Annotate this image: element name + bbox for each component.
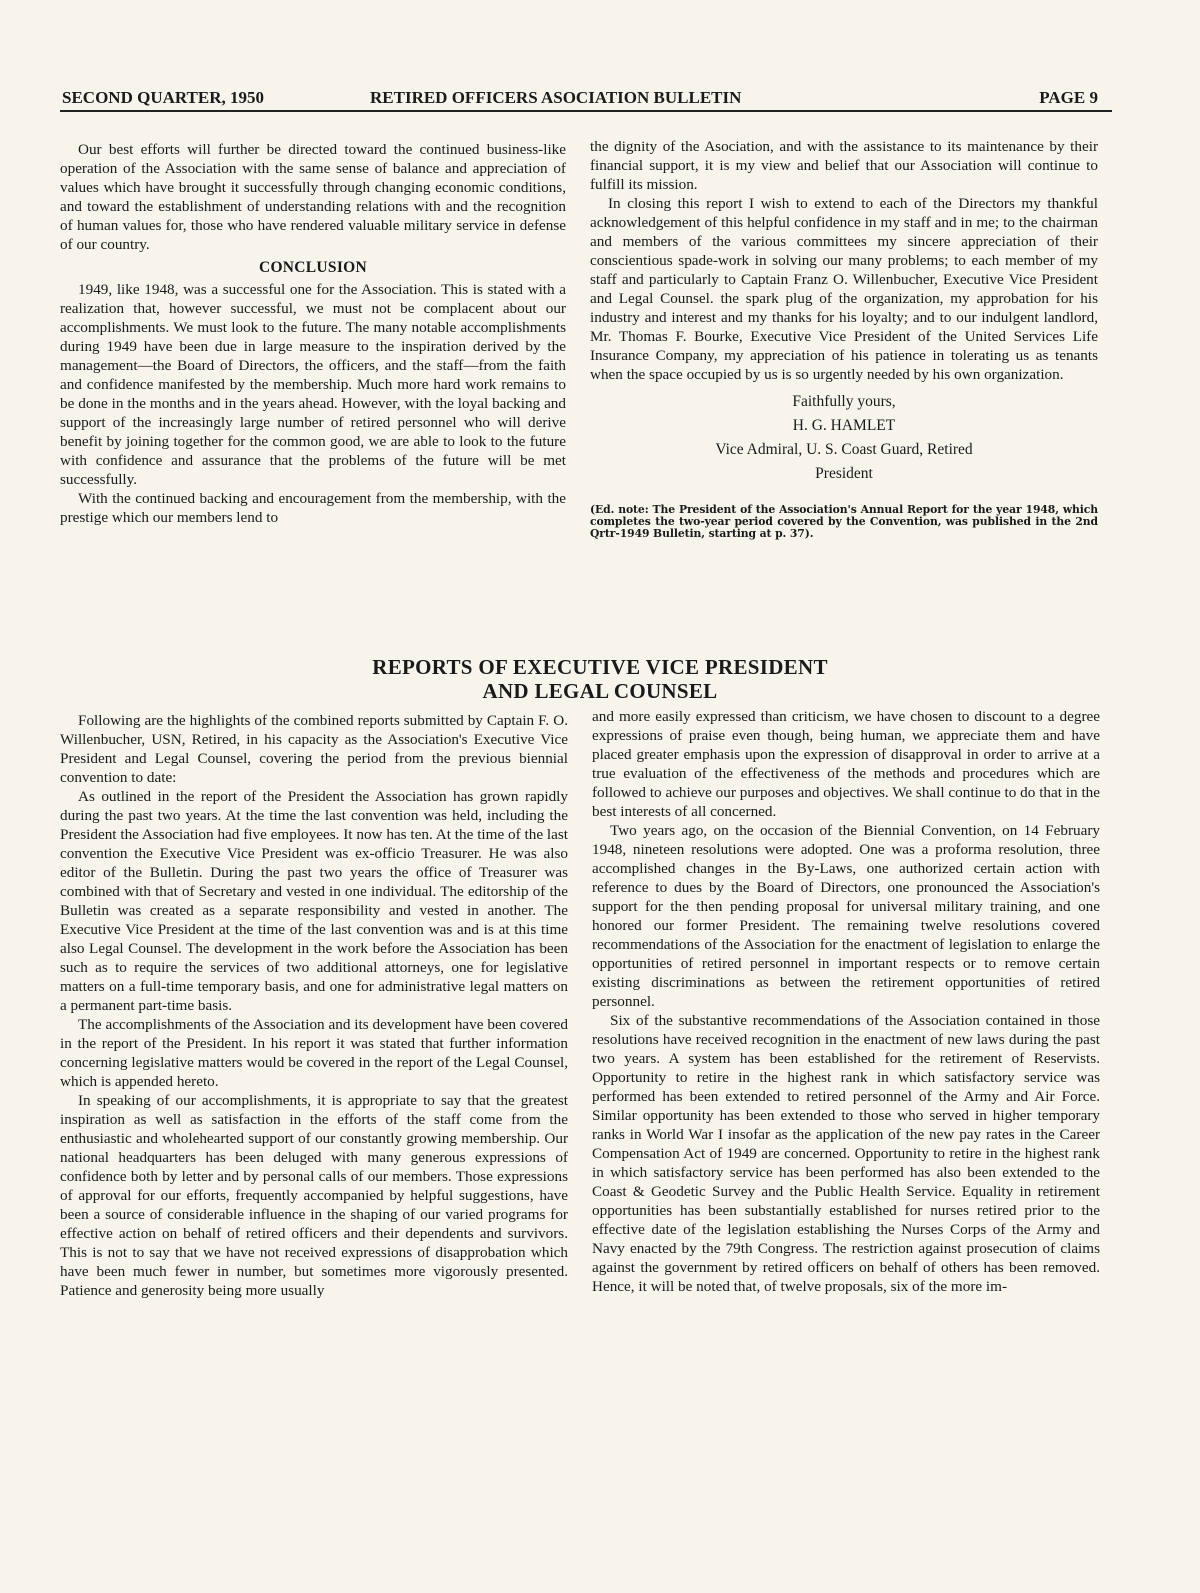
paragraph: In closing this report I wish to extend to each of the Directors my thankful acknowledgement of this helpful confidence in my staff and in me; to the chairman and members of the various committees my sincere appreciation of their conscientious spade-work in solving our many problems; to each member of my staff and particularly to Captain Franz O. Willenbucher, Executive Vice President and Legal Counsel. the spark plug of the organization, my approbation for his industry and interest and my thanks for his loyalty; and to our indulgent landlord, Mr. Thomas F. Bourke, Executive Vice President of the United Services Life Insurance Company, my appreciation of his patience in tolerating us as tenants when the space occupied by us is so urgently needed by his own organization. — [590, 195, 1098, 383]
signature-name: H. G. HAMLET — [792, 417, 896, 434]
section-title-line: AND LEGAL COUNSEL — [482, 679, 718, 703]
bottom-left-column — [60, 711, 568, 1300]
publication-title: RETIRED OFFICERS ASOCIATION BULLETIN — [370, 88, 742, 107]
section-title-line: REPORTS OF EXECUTIVE VICE PRESIDENT — [372, 655, 828, 679]
section-title — [160, 655, 1040, 703]
paragraph: and more easily expressed than criticism, we have chosen to discount to a degree expressions of praise even though, being human, we appreciate them and have placed greater emphasis upon the expression of disapproval in order to arrive at a true evaluation of the effectiveness of the methods and procedures which are followed to achieve our purposes and objectives. We shall continue to do that in the best interests of all concerned. — [592, 708, 1100, 820]
paragraph: Two years ago, on the occasion of the Biennial Convention, on 14 February 1948, nineteen resolutions were adopted. One was a proforma resolution, three accomplished changes in the By-Laws, one authorized certain action with reference to dues by the Board of Directors, one pronounced the Association's support for the then pending proposal for universal military training, and one honored our former President. The remaining twelve resolutions covered recommendations of the Association for the enactment of legislation to enlarge the opportunities of retired personnel in important respects or to remove certain existing discriminations as between the retirement opportunities of retired personnel. — [592, 822, 1100, 1010]
top-right-column — [590, 137, 1098, 540]
paragraph: As outlined in the report of the President the Association has grown rapidly during the past two years. At the time the last convention was held, including the President the Association had five employees. It now has ten. At the time of the last convention the Executive Vice President was ex-officio Treasurer. He was also editor of the Bulletin. During the past two years the office of Treasurer was combined with that of Secretary and vested in one individual. The editorship of the Bulletin was created as a separate responsibility and vested in another. The Executive Vice President at the time of the last convention was and is at this time also Legal Counsel. The development in the work before the Association has been such as to require the services of two additional attorneys, one for legislative matters on a full-time temporary basis, and one for administrative legal matters on a permanent part-time basis. — [60, 788, 568, 1014]
paragraph: With the continued backing and encouragement from the membership, with the prestige which our members lend to — [60, 490, 566, 526]
paragraph: the dignity of the Asociation, and with the assistance to its maintenance by their financial support, it is my view and belief that our Association will continue to fulfill its mission. — [590, 138, 1098, 193]
paragraph: 1949, like 1948, was a successful one for the Association. This is stated with a realization that, however successful, we must not be complacent about our accomplishments. We must look to the future. The many notable accomplishments during 1949 have been due in large measure to the inspiration derived by the management—the Board of Directors, the officers, and the staff—from the faith and confidence manifested by the membership. Much more hard work remains to be done in the months and in the years ahead. However, with the loyal backing and support of the increasingly large number of retired personnel who will derive benefit by joining together for the common good, we are able to look to the future with confidence and assurance that the problems of the future will be met successfully. — [60, 281, 566, 488]
running-header — [60, 88, 1112, 112]
page-number: PAGE 9 — [1039, 88, 1098, 107]
paragraph: Our best efforts will further be directed toward the continued business-like operation of the Association with the same sense of balance and appreciation of values which have brought it successfully through changing economic conditions, and toward the establishment of understanding relations with and the recognition of human values for, those who have rendered valuable military service in defense of our country. — [60, 141, 566, 253]
editor-note: (Ed. note: The President of the Association's Annual Report for the year 1948, which completes the two-year period covered by the Convention, was published in the 2nd Qrtr-1949 Bulletin, starting at p. 37). — [590, 503, 1098, 540]
issue-date: SECOND QUARTER, 1950 — [62, 88, 265, 107]
bottom-right-column — [592, 707, 1100, 1296]
paragraph: In speaking of our accomplishments, it is appropriate to say that the greatest inspiration as well as satisfaction in the efforts of the staff come from the enthusiastic and wholehearted support of our constantly growing membership. Our national headquarters has been deluged with many generous expressions of confidence both by letter and by personal calls of our members. Those expressions of approval for our efforts, frequently accompanied by helpful suggestions, have been a source of considerable influence in the shaping of our varied programs for effective action on behalf of retired officers and their dependents and survivors. This is not to say that we have not received expressions of disapprobation which have been much fewer in number, but sometimes more vigorously presented. Patience and generosity being more usually — [60, 1092, 568, 1299]
signature-role: President — [815, 465, 873, 482]
paragraph: Six of the substantive recommendations of the Association contained in those resolutions have received recognition in the enactment of new laws during the past two years. A system has been established for the retirement of Reservists. Opportunity to retire in the highest rank in which satisfactory service was performed has been extended to retired personnel of the Army and Air Force. Similar opportunity has been extended to those who served in higher temporary ranks in World War I insofar as the application of the new pay rates in the Career Compensation Act of 1949 are concerned. Opportunity to retire in the highest rank in which satisfactory service has been performed has also been extended to the Coast & Geodetic Survey and the Public Health Service. Equality in retirement opportunities has been substantially established for nurses retired prior to the effective date of the legislation establishing the Nurses Corps of the Army and Navy enacted by the 79th Congress. The restriction against prosecution of claims against the government by retired officers on behalf of others has been removed. Hence, it will be noted that, of twelve proposals, six of the more im- — [592, 1012, 1100, 1295]
paragraph: The accomplishments of the Association and its development have been covered in the report of the President. In his report it was stated that further information concerning legislative matters would be covered in the report of the Legal Counsel, which is appended hereto. — [60, 1016, 568, 1090]
signature-title: Vice Admiral, U. S. Coast Guard, Retired — [715, 441, 973, 458]
signature-closing: Faithfully yours, — [792, 393, 896, 410]
signature-block — [590, 390, 1098, 486]
top-left-column — [60, 140, 566, 527]
paragraph: Following are the highlights of the combined reports submitted by Captain F. O. Willenbucher, USN, Retired, in his capacity as the Association's Executive Vice President and Legal Counsel, covering the period from the previous biennial convention to date: — [60, 712, 568, 786]
conclusion-heading: CONCLUSION — [258, 259, 368, 276]
